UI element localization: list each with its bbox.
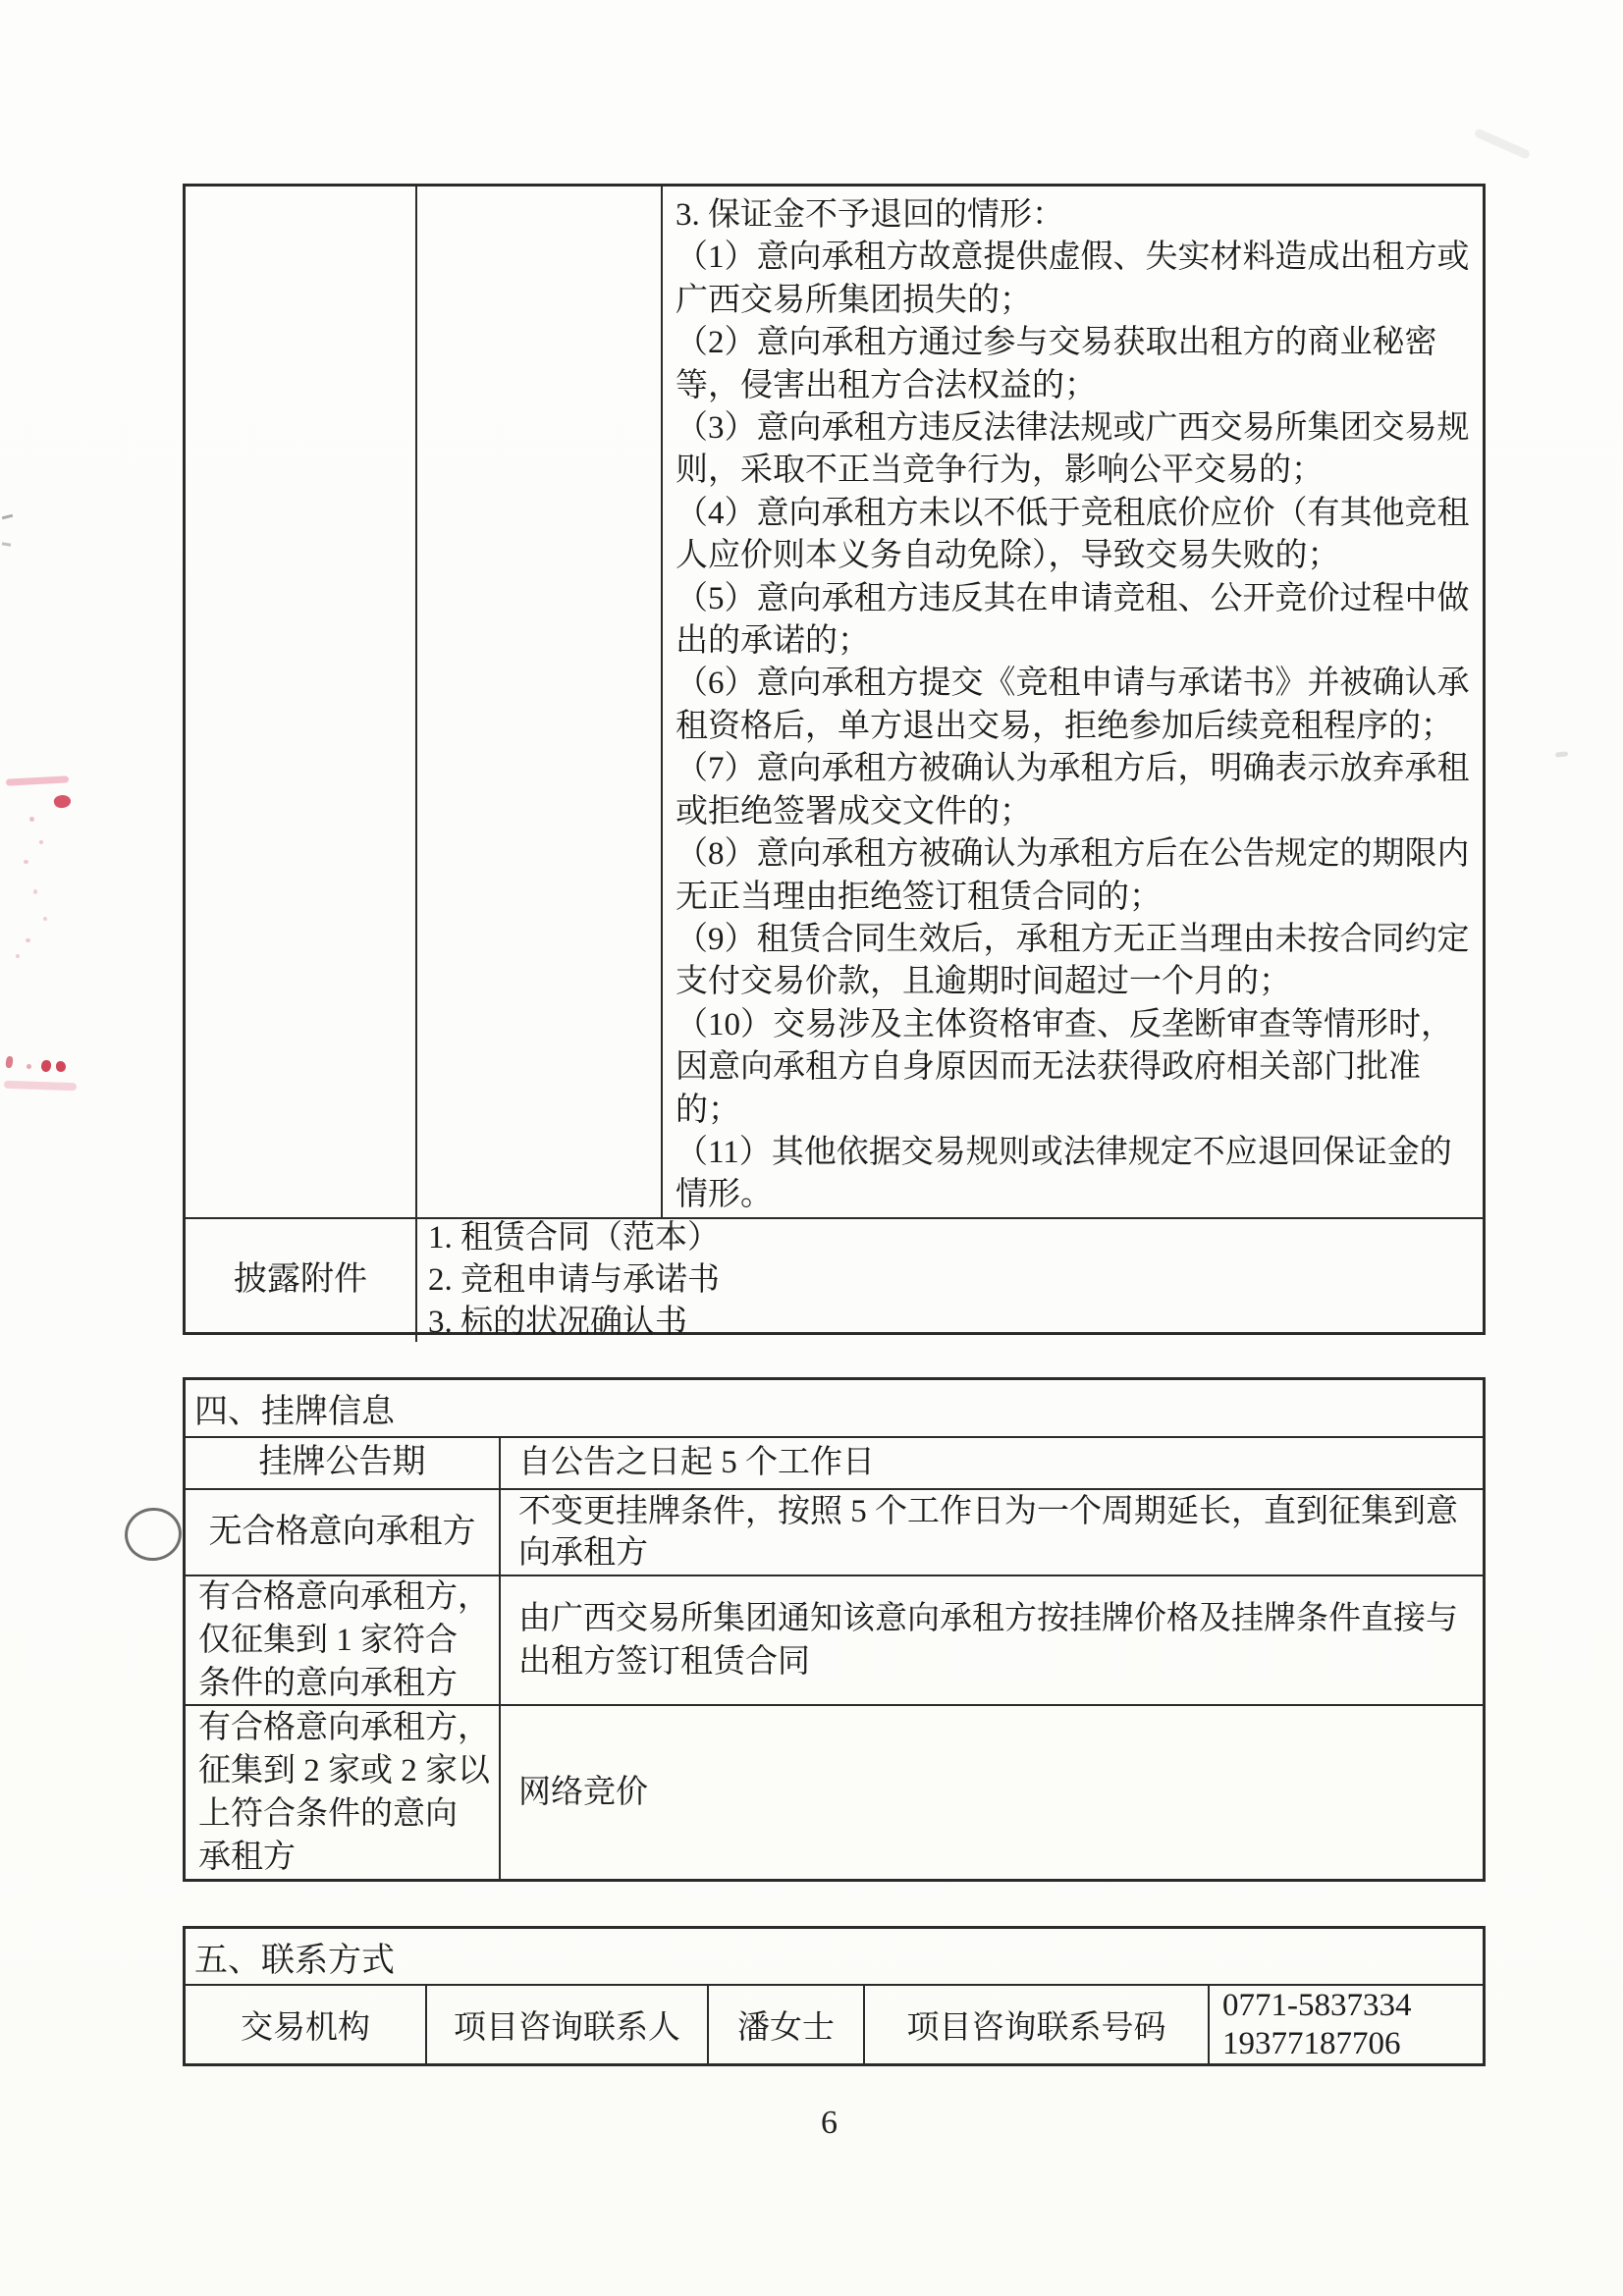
text-line: 无正当理由拒绝签订租赁合同的； — [676, 879, 1162, 915]
text-line: 广西交易所集团损失的； — [676, 282, 1032, 318]
text-line: 有合格意向承租方， — [198, 1579, 490, 1615]
ink-speck — [26, 938, 30, 942]
contact-phone-numbers — [1210, 1986, 1483, 2063]
contact-detail-row — [186, 1986, 1483, 2063]
text-line: （6）意向承租方提交《竞租申请与承诺书》并被确认承 — [676, 666, 1470, 702]
contact-person-label-cell — [427, 1986, 709, 2063]
text-line: （2）意向承租方通过参与交易获取出租方的商业秘密 — [676, 325, 1437, 361]
one-qualified-tenant-label — [186, 1576, 501, 1704]
ink-smudge — [6, 775, 69, 785]
contact-phone-label-cell — [865, 1986, 1210, 2063]
text-line: 0771-5837334 — [1222, 1987, 1412, 2023]
no-qualified-tenant-row — [186, 1490, 1483, 1576]
text-line: 则，采取不正当竞争行为，影响公平交易的； — [676, 453, 1324, 489]
two-plus-qualified-tenant-row — [186, 1706, 1483, 1879]
text-line: 或拒绝签署成交文件的； — [676, 793, 1032, 829]
text-line: （4）意向承租方未以不低于竞租底价应价（有其他竞租 — [676, 495, 1470, 531]
contact-org-cell — [186, 1986, 427, 2063]
text-line: （9）租赁合同生效后，承租方无正当理由未按合同约定 — [676, 921, 1470, 957]
attachments-list — [417, 1219, 1483, 1342]
text-line: 无合格意向承租方 — [208, 1514, 476, 1551]
text-line: 征集到 2 家或 2 家以 — [198, 1753, 490, 1789]
contact-person-name-cell — [709, 1986, 865, 2063]
text-line: 自公告之日起 5 个工作日 — [518, 1445, 875, 1481]
scan-scratch — [1474, 128, 1531, 160]
text-line: 承租方 — [198, 1840, 296, 1875]
ink-smudge — [4, 1081, 77, 1092]
two-plus-qualified-tenant-label — [186, 1706, 501, 1879]
text-line: 出租方签订租赁合同 — [518, 1644, 810, 1680]
ink-speck — [33, 889, 37, 894]
ink-smudge — [41, 1060, 51, 1072]
attachments-label-cell — [186, 1219, 417, 1342]
deposit-terms-text — [663, 187, 1483, 1217]
empty-label-cell — [186, 187, 417, 1217]
listing-info-title: 四、挂牌信息 — [194, 1393, 395, 1430]
text-line: 19377187706 — [1222, 2025, 1401, 2061]
text-line: （1）意向承租方故意提供虚假、失实材料造成出租方或 — [676, 240, 1470, 276]
text-line: 3. 标的状况确认书 — [428, 1304, 687, 1340]
contact-org: 交易机构 — [241, 2010, 370, 2046]
text-line: 2. 竞租申请与承诺书 — [428, 1261, 720, 1298]
text-line: 向承租方 — [518, 1535, 648, 1572]
listing-period-label — [186, 1438, 501, 1489]
text-line: 上符合条件的意向 — [198, 1796, 458, 1832]
text-line: （5）意向承租方违反其在申请竞租、公开竞价过程中做 — [676, 580, 1470, 616]
contact-person-label: 项目咨询联系人 — [454, 2010, 680, 2046]
text-line: （11）其他依据交易规则或法律规定不应退回保证金的 — [676, 1134, 1452, 1170]
listing-period-row — [186, 1438, 1483, 1491]
page-number: 6 — [821, 2105, 838, 2141]
text-line: 因意向承租方自身原因而无法获得政府相关部门批准 — [676, 1049, 1421, 1086]
pencil-tick-mark — [2, 542, 11, 547]
contact-title-row — [186, 1929, 1483, 1986]
text-line: 有合格意向承租方， — [198, 1710, 490, 1745]
text-line: 由广西交易所集团通知该意向承租方按挂牌价格及挂牌条件直接与 — [518, 1601, 1458, 1636]
text-line: 人应价则本义务自动免除），导致交易失败的； — [676, 538, 1340, 574]
text-line: 3. 保证金不予退回的情形： — [676, 197, 1064, 233]
contact-table — [183, 1926, 1486, 2066]
listing-period-value — [501, 1438, 1483, 1489]
ink-smudge — [5, 1056, 14, 1069]
text-line: 网络竞价 — [518, 1775, 648, 1810]
one-qualified-tenant-value — [501, 1576, 1483, 1704]
attachments-row — [186, 1219, 1483, 1342]
text-line: （3）意向承租方违反法律法规或广西交易所集团交易规 — [676, 410, 1470, 447]
handwritten-circle-annotation — [122, 1504, 186, 1565]
text-line: 条件的意向承租方 — [198, 1666, 458, 1701]
text-line: 1. 租赁合同（范本） — [428, 1219, 720, 1255]
text-line: 的； — [676, 1092, 740, 1128]
no-qualified-tenant-value — [501, 1490, 1483, 1575]
ink-smudge — [56, 1061, 66, 1072]
text-line: 挂牌公告期 — [258, 1444, 426, 1481]
deposit-terms-row — [186, 187, 1483, 1219]
text-line: 情形。 — [676, 1177, 773, 1213]
pencil-tick-mark — [2, 514, 13, 520]
ink-speck — [27, 1064, 31, 1069]
text-line: 不变更挂牌条件，按照 5 个工作日为一个周期延长，直到征集到意 — [518, 1494, 1458, 1530]
contact-phone-label: 项目咨询联系号码 — [906, 2010, 1166, 2046]
contact-title: 五、联系方式 — [194, 1942, 395, 1979]
deposit-terms-table — [183, 184, 1486, 1340]
text-line: 支付交易价款，且逾期时间超过一个月的； — [676, 964, 1291, 1000]
ink-speck — [16, 954, 20, 958]
ink-speck — [39, 840, 43, 844]
attachments-label: 披露附件 — [234, 1261, 367, 1299]
empty-sublabel-cell — [417, 187, 663, 1217]
scan-scratch — [1555, 751, 1568, 757]
no-qualified-tenant-label — [186, 1490, 501, 1575]
ink-speck — [29, 817, 34, 822]
listing-info-title-row — [186, 1380, 1483, 1438]
one-qualified-tenant-row — [186, 1576, 1483, 1706]
text-line: 出的承诺的； — [676, 623, 870, 660]
two-plus-qualified-tenant-value — [501, 1706, 1483, 1879]
listing-info-table — [183, 1377, 1486, 1882]
text-line: 仅征集到 1 家符合 — [198, 1623, 458, 1658]
text-line: （10）交易涉及主体资格审查、反垄断审查等情形时， — [676, 1006, 1453, 1042]
ink-smudge — [53, 793, 72, 809]
text-line: （8）意向承租方被确认为承租方后在公告规定的期限内 — [676, 836, 1470, 873]
text-line: 等，侵害出租方合法权益的； — [676, 367, 1097, 403]
ink-speck — [43, 917, 47, 921]
ink-speck — [24, 860, 28, 864]
text-line: 租资格后，单方退出交易，拒绝参加后续竞租程序的； — [676, 708, 1453, 744]
text-line: （7）意向承租方被确认为承租方后，明确表示放弃承租 — [676, 751, 1470, 787]
contact-person-name: 潘女士 — [737, 2010, 835, 2046]
